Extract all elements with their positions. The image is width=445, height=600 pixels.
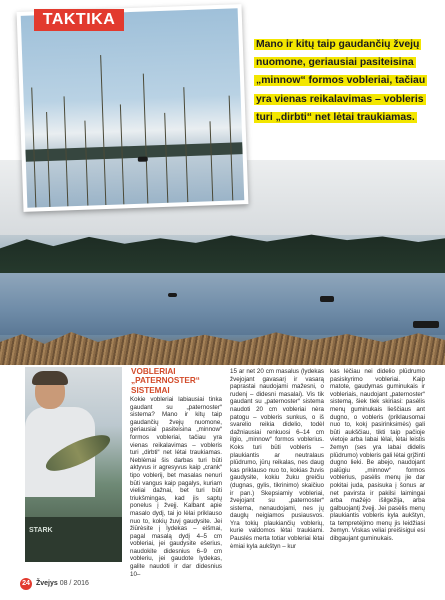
boat-hull	[25, 517, 122, 562]
inset-photo	[17, 4, 249, 212]
column-1-text: Kokie vobleriai labiausiai tinka gaudant su „paternoster“ sistema? Mano ir kitų taip gaudančių žvejų nuomone, geriausiai pasiteisina „minnow“ formos vobleriai, tačiau yra vienas reikalavimas – vobleris turi „dirbti“ net lėtai traukiamas. Neblėmai šis darbas turi būti aktyvus ir agresyvus kaip „crank“ tipo vobleriį, bet masalas nenuri būti vangus kaip pagalys, kuriam vieliai dažnai, bet turi būti triukšmingas, kad jis saptų ponelus į žvejį. Kalbant apie masalo dydį, tai jo lėlai priklauso nuo to, kokių žuvį gaudysite. Jei žiūrėsite į lydekas – eišmai, pagal masalą dydį 4–5 cm vobleriai, jei gaudysite ešerius, naudokite didesnius 6–9 cm vobleriu, jei gaudote lydekas, galite naudoti ir dar didesnius 10–	[130, 396, 222, 578]
reed-stem	[210, 121, 214, 201]
page-number: 24	[20, 578, 32, 590]
text-column-2	[230, 368, 324, 550]
inset-photo-image	[21, 8, 245, 207]
reed-stem	[100, 55, 106, 205]
angler-cap	[32, 371, 68, 385]
column-3-text: kas lėčiau nei didelio plūdrumo pasiskyrimo vobleriai. Kaip matote, gaudymas guminukais ir vobleriais, naudojant „paternoster“ sistemą, šiek tiek skiriasi: pasėlis menų guminukais lieščiaus ant dugno, o vobleris (priklausomai nuo to, kokį pasirinksimės) gali būti aukščiau, tikti taip pačioje vietoje arba labai lėlai, lėtai leistis žemyn (ses yra labai didelis plūdrumo) vobleris gali lėtai grįžinti dugno lieki. Be abejo, naudojant palūgiu „minnow“ formos voblerius, pasėlis menų jie dar pokitai juda, pasisuka į šonus ar net pavirsta ir pakilsi laimingai arba mažėjo išilgežija, arba galbuojantį žvejį. Jei pasėlis menų plaukiantis vobleris kyla aukštyn, ta tempretėjimo menų jis leidžiasi žemyn. Viskas veliai preišisigui esi dibgaujant guminukais.	[330, 368, 425, 543]
issue-number: 08 / 2016	[59, 580, 89, 587]
pull-quote-text: Mano ir kitų taip gaudančių žvejų nuomone, geriausiai pasiteisina „minnow“ formos vobleriai, tačiau yra vienas reikalavimas – vobleris turi „dirbti“ net lėtai traukiamas.	[256, 39, 426, 123]
section-title: VOBLERIAI „PATERNOSTER“ SISTEMAI	[131, 367, 200, 395]
pull-quote	[254, 34, 434, 125]
column-2-text: 15 ar net 20 cm masalus (lydekas žvejojant gavasarį ir vasarą paprastai naudojami mažesni, o rudenį – didesni masalai). Vis tik gaudant su „paternoster“ sistema naudoti 20 cm vobleriai nėra patogu – vobleris sunkus, o iš svarelio reikia didelio, todėl dažniausiai renkuosi 6–14 cm ilgio, „minnow“ formos voblerius. Koks turi būti vobleris – plaukiantis ar neutralaus plūdrumo, jūrų reikalas, nes daug kas priklauso nuo to, kokias žuvis gaudysite, kokiu žuku greičiu (dugnas, gylis, tikrinimo) skaičiuo ir pan.) Skepsiamiy vobleriai, žvejojant su „paternoster“ sistema, nenaudojami, nes jų dauglų neigiamos pusiausvos. Yra tokių plaukiančių voblerių, kurie valdomos lėtai traukiami. Pauslės merta totiar vobleriai lėtai ėmiai kyla aukštyn – kur	[230, 368, 324, 550]
reed-stem	[31, 87, 36, 207]
inset-boat	[138, 156, 148, 161]
photo-reeds	[0, 330, 445, 365]
magazine-name: Žvejys	[35, 580, 58, 587]
page-footer	[20, 578, 89, 590]
boat-label: STARK	[29, 527, 53, 534]
reed-stem	[84, 121, 88, 206]
angler-photo	[25, 367, 122, 562]
reed-stem	[164, 113, 168, 203]
text-column-1	[130, 396, 222, 578]
section-tag: TAKTIKA	[34, 9, 124, 31]
boat-1	[168, 293, 177, 297]
reed-stem	[143, 74, 149, 204]
boat-2	[320, 296, 334, 302]
photo-water	[0, 273, 445, 335]
text-column-3	[330, 368, 425, 543]
photo-treeline	[0, 230, 445, 276]
boat-3	[413, 321, 439, 328]
